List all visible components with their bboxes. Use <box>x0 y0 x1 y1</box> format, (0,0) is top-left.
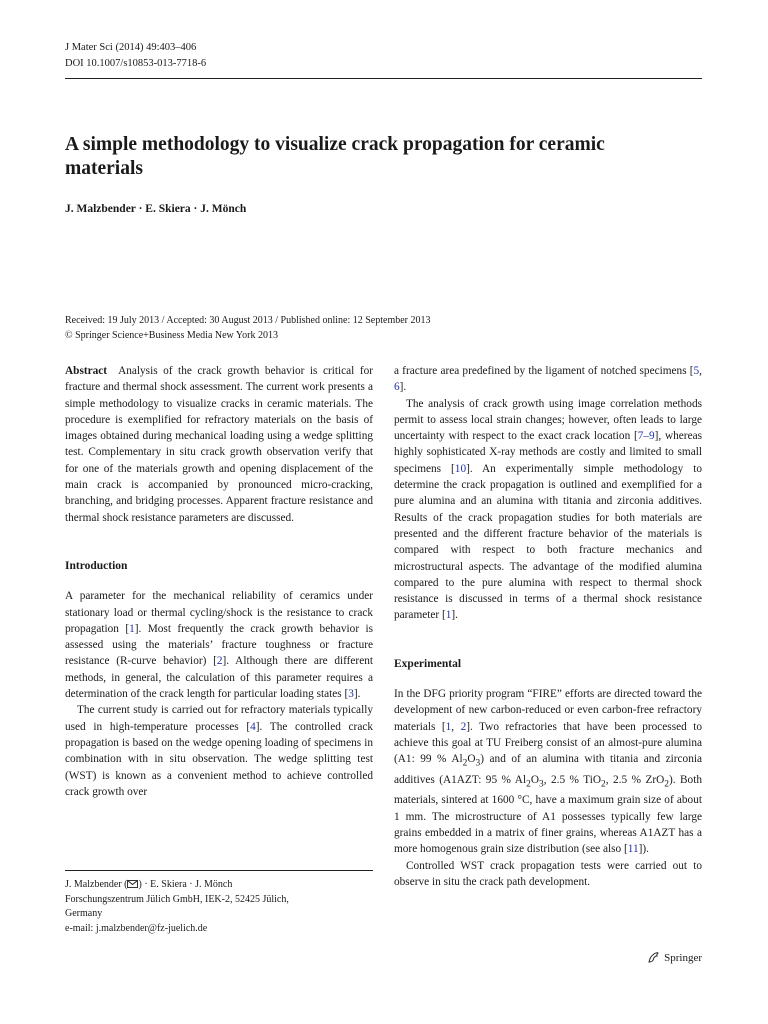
affiliation: Forschungszentrum Jülich GmbH, IEK-2, 52425 Jülich, <box>65 893 289 905</box>
introduction-heading: Introduction <box>65 559 128 572</box>
citation-link[interactable]: 7–9 <box>637 430 655 443</box>
email[interactable]: e-mail: j.malzbender@fz-juelich.de <box>65 922 208 934</box>
journal-header <box>65 40 206 72</box>
citation-link[interactable]: 4 <box>250 720 256 733</box>
citation-link[interactable]: 2 <box>216 655 223 668</box>
envelope-icon[interactable] <box>127 880 138 888</box>
right-paragraph-2: The analysis of crack growth using image correlation methods permit to assess local strain changes; however, often leads to large uncertainty with respect to the exact crack location [7–9], whereas highly sophisticated X-ray methods are costly and limited to small specimens [10]. An experimentally simple methodology to determine the crack propagation is outlined and exemplified for a pure alumina and an alumina with titania and zirconia additives. Results of the crack propagation studies for both materials are presented and the different fracture behavior of the materials is compared with respect to both fracture mechanics and microstructural aspects. The advantage of the modified alumina compared to the pure alumina with respect to thermal shock resistance is discussed in terms of a thermal shock resistance parameter [1]. <box>394 397 702 622</box>
publisher-name: Springer <box>664 951 702 964</box>
experimental-paragraph-2: Controlled WST crack propagation tests were carried out to observe in situ the crack path development. <box>394 859 702 888</box>
paper-title: A simple methodology to visualize crack propagation for ceramic materials <box>65 134 605 179</box>
citation-link[interactable]: 5 <box>693 365 700 377</box>
author-footnote <box>65 878 375 936</box>
citation-link[interactable]: 11 <box>627 843 639 856</box>
abstract <box>65 363 373 526</box>
left-column <box>65 363 373 800</box>
experimental-heading: Experimental <box>394 657 462 670</box>
author-list: J. Malzbender · E. Skiera · J. Mönch <box>65 203 247 215</box>
right-paragraph-1: a fracture area predefined by the ligament of notched specimens [5, 6]. <box>394 365 702 394</box>
citation-link[interactable]: 3 <box>348 688 354 701</box>
footnote-rule <box>65 870 373 871</box>
right-column <box>394 363 702 890</box>
journal-citation: J Mater Sci (2014) 49:403–406 <box>65 42 197 53</box>
citation-link[interactable]: 1 <box>129 622 135 635</box>
copyright-line: © Springer Science+Business Media New York 2013 <box>65 330 278 341</box>
publisher-logo <box>647 951 702 964</box>
springer-horse-icon <box>647 951 660 964</box>
abstract-label: Abstract <box>65 365 108 377</box>
corresponding-author: J. Malzbender ( ) · E. Skiera · J. Mönch <box>65 879 233 890</box>
header-rule <box>65 78 702 79</box>
date-line: Received: 19 July 2013 / Accepted: 30 August 2013 / Published online: 12 September 2013 <box>65 315 431 326</box>
intro-paragraph-1: A parameter for the mechanical reliability of ceramics under stationary load or thermal cycling/shock is the resistance to crack propagation [1]. Most frequently the crack growth behavior is assessed using the materials’ fracture toughness or fracture resistance (R-curve behavior) [2]. Although there are different methods, in general, the calculation of this parameter requires a determination of the crack length for particular loading states [3]. <box>65 590 373 701</box>
experimental-paragraph-1: In the DFG priority program “FIRE” efforts are directed toward the development of new carbon-reduced or even carbon-free refractory materials [1, 2]. Two refractories that have been processed to achieve this goal at TU Freiberg consist of an almost-pure alumina (A1: 99 % $Al_2O_3$) and of an alumina with titania and zirconia additives (A1AZT: 95 % $Al_2O_3$, 2.5 % TiO$_2$, 2.5 % ZrO$_2$). Both materials, sintered at 1600 °C, have a maximum grain size of about 1 mm. The microstructure of A1 possesses typically few large grains embedded in a matrix of finer grains, whereas A1AZT has a more homogenous grain size distribution (see also [11]). <box>394 688 702 856</box>
citation-link[interactable]: 1 <box>445 609 452 622</box>
intro-paragraph-2: The current study is carried out for refractory materials typically used in high-temperature processes [4]. The controlled crack propagation is based on the wedge opening loading of specimens in combination with in situ observation. The wedge splitting test (WST) is known as a convenient method to achieve controlled crack growth over <box>65 704 373 798</box>
abstract-text: Analysis of the crack growth behavior is critical for fracture and thermal shock assessment. The current work presents a simple methodology to visualize cracks in ceramic materials. The procedure is exemplified for refractory materials on the basis of images obtained during mechanical loading using a wedge splitting test. Complementary in situ crack growth observation verify that for one of the materials growth and opening displacement of the main crack is accompanied by pronounced micro-cracking, branching, and bridging processes. Apparent fracture resistance and thermal shock resistance parameters are discussed. <box>65 365 373 524</box>
citation-link[interactable]: 6 <box>394 381 400 394</box>
publication-dates <box>65 313 431 343</box>
citation-link[interactable]: 2 <box>460 720 467 733</box>
affiliation-country: Germany <box>65 908 103 919</box>
citation-link[interactable]: 1 <box>445 720 452 733</box>
citation-link[interactable]: 10 <box>454 462 467 475</box>
doi[interactable]: DOI 10.1007/s10853-013-7718-6 <box>65 58 207 69</box>
